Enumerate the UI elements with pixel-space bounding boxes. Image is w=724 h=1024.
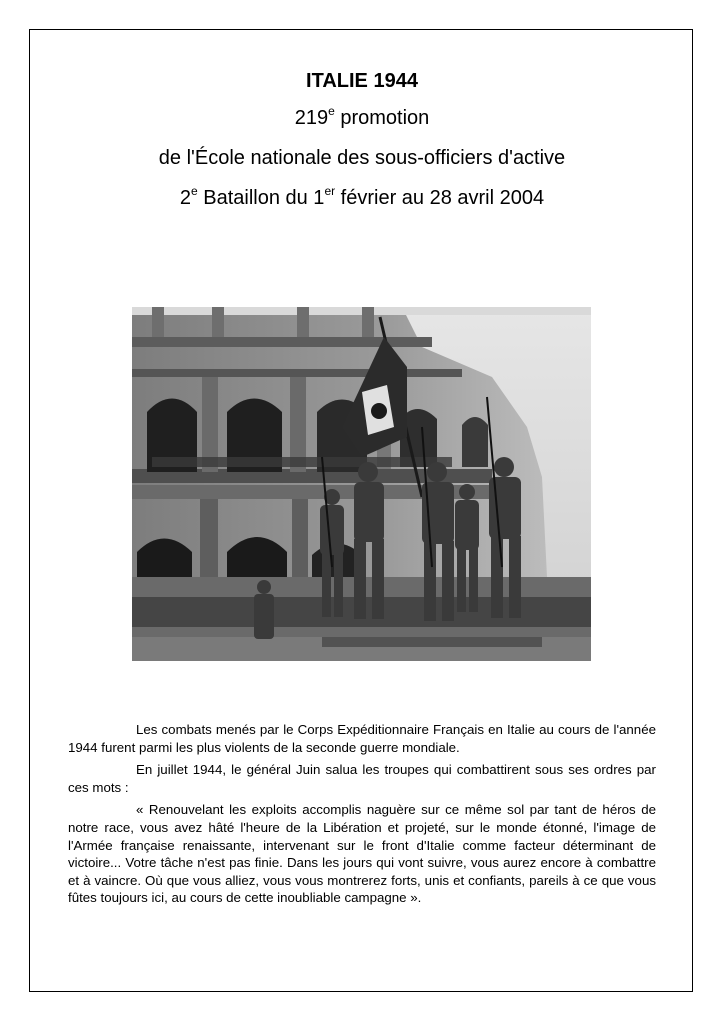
paragraph-quote: « Renouvelant les exploits accomplis naguère sur ce même sol par tant de héros de notre race, vous avez hâté l'heure de la Libération et projeté, sur le monde étonné, l'image de l'Armée française renaissante, intervenant sur le front d'Italie comme facteur déterminant de victoire... Votre tâche n'est pas finie. Dans les jours qui vont suivre, vous aurez encore à combattre et à vaincre. Où que vous alliez, vous vous montrerez forts, unis et confiants, pareils à ce que vous fûtes toujours ici, au cours de cette inoubliable campagne ». xyxy=(68,802,656,906)
school-line: de l'École nationale des sous-officiers d'active xyxy=(158,147,566,169)
title-block xyxy=(0,64,724,218)
battalion-superscript: e xyxy=(190,184,198,198)
promotion-text: promotion xyxy=(334,107,430,129)
battalion-text: Bataillon du 1 xyxy=(197,187,325,209)
promotion-number: 219 xyxy=(294,107,329,129)
page-title: ITALIE 1944 xyxy=(306,70,418,92)
battalion-line xyxy=(0,178,724,218)
battalion-number: 2 xyxy=(179,187,191,209)
colosseum-parade-photo xyxy=(132,307,591,661)
photo-illustration xyxy=(132,307,591,661)
date-text: février au 28 avril 2004 xyxy=(335,187,545,209)
paragraph-intro: Les combats menés par le Corps Expéditionnaire Français en Italie au cours de l'année 1944 furent parmi les plus violents de la seconde guerre mondiale. xyxy=(68,722,656,755)
promotion-line xyxy=(0,98,724,138)
paragraph-juin: En juillet 1944, le général Juin salua les troupes qui combattirent sous ses ordres par ces mots : xyxy=(68,762,656,795)
date-superscript: er xyxy=(324,184,336,198)
promotion-superscript: e xyxy=(328,104,335,118)
body-text xyxy=(68,721,656,912)
